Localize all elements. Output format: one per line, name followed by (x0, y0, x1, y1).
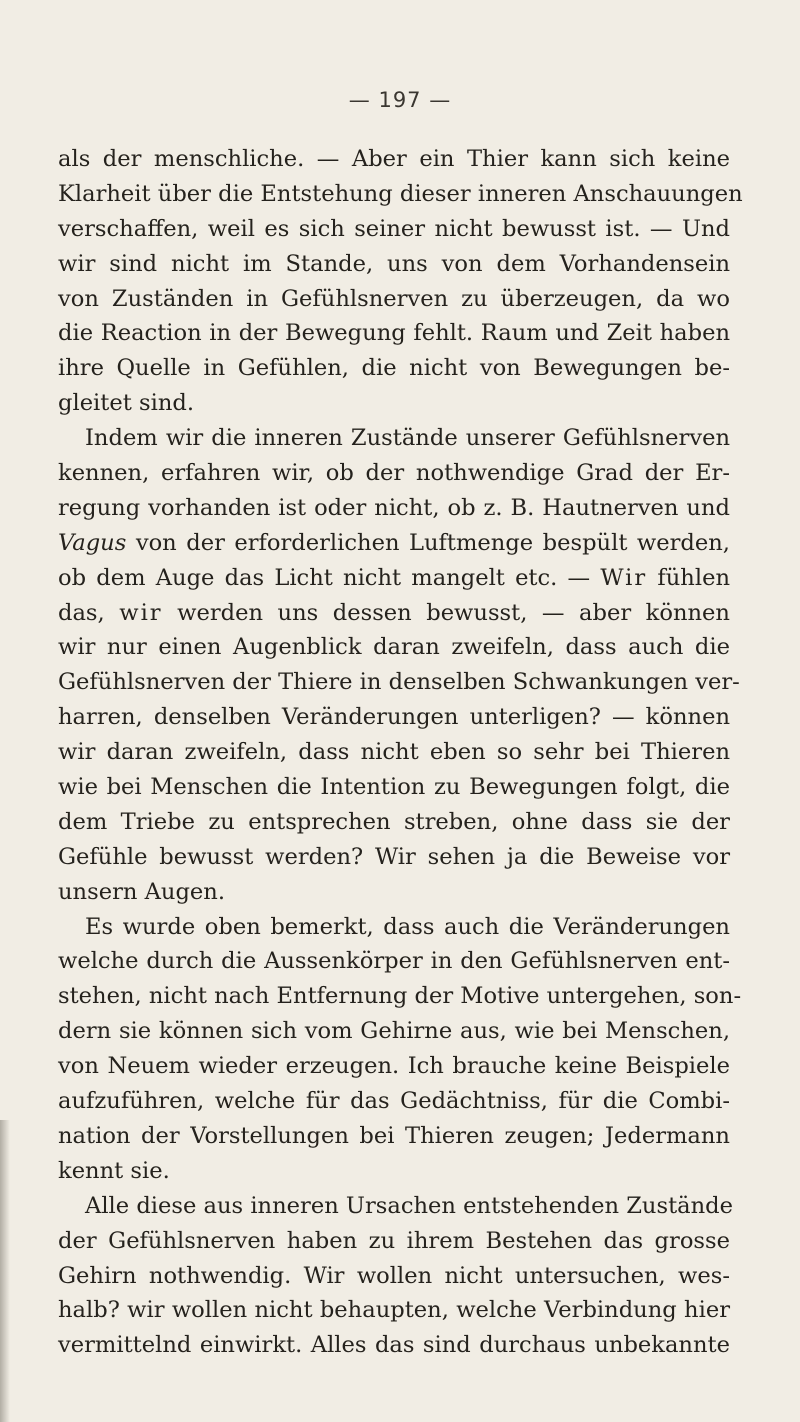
spaced-emphasis: Wir (600, 564, 648, 591)
italic-term: Vagus (58, 529, 127, 556)
text-line: Gehirn nothwendig. Wir wollen nicht untersuchen, wes- (58, 1262, 730, 1289)
text-line: welche durch die Aussenkörper in den Gefühlsnerven ent- (58, 948, 730, 975)
text-line: kennt sie. (58, 1157, 170, 1184)
text-line: wie bei Menschen die Intention zu Bewegungen folgt, die (58, 774, 730, 801)
text-line: von Zuständen in Gefühlsnerven zu überzeugen, da wo (58, 285, 730, 312)
text-line: Gefühlsnerven der Thiere in denselben Schwankungen ver- (58, 669, 740, 696)
text-line (58, 561, 730, 596)
text-line: kennen, erfahren wir, ob der nothwendige Grad der Er- (58, 460, 730, 487)
text-segment: ob dem Auge das Licht nicht mangelt etc. — (58, 564, 601, 591)
text-line: wir daran zweifeln, dass nicht eben so sehr bei Thieren (58, 739, 730, 766)
text-line: Gefühle bewusst werden? Wir sehen ja die Beweise vor (58, 843, 730, 870)
text-line: wir nur einen Augenblick daran zweifeln, dass auch die (58, 634, 730, 661)
text-line: dern sie können sich vom Gehirne aus, wie bei Menschen, (58, 1018, 730, 1045)
text-line: die Reaction in der Bewegung fehlt. Raum und Zeit haben (58, 320, 730, 347)
page-number-header: — 197 — (348, 88, 452, 112)
text-line: aufzuführen, welche für das Gedächtniss, für die Combi- (58, 1088, 730, 1115)
paragraph-start-line: Es wurde oben bemerkt, dass auch die Veränderungen (85, 913, 730, 940)
spaced-emphasis: wir (119, 599, 163, 626)
text-line: halb? wir wollen nicht behaupten, welche Verbindung hier (58, 1297, 730, 1324)
text-line: von Neuem wieder erzeugen. Ich brauche keine Beispiele (58, 1053, 730, 1080)
text-line: als der menschliche. — Aber ein Thier kann sich keine (58, 146, 730, 172)
text-line: harren, denselben Veränderungen unterligen? — können (58, 704, 730, 731)
paragraph-start-line: Indem wir die inneren Zustände unserer Gefühlsnerven (85, 425, 730, 452)
text-line: Klarheit über die Entstehung dieser inneren Anschauungen (58, 180, 743, 207)
text-segment: fühlen (647, 564, 731, 591)
text-line: vermittelnd einwirkt. Alles das sind durchaus unbekannte (58, 1332, 730, 1359)
text-line: regung vorhanden ist oder nicht, ob z. B. Hautnerven und (58, 494, 730, 521)
body-text (58, 142, 743, 1363)
text-line: wir sind nicht im Stande, uns von dem Vorhandensein (58, 250, 730, 277)
text-line (58, 596, 730, 631)
text-line: gleitet sind. (58, 390, 195, 417)
text-line: der Gefühlsnerven haben zu ihrem Bestehen das grosse (58, 1227, 730, 1254)
text-segment: werden uns dessen bewusst, — aber können (162, 599, 730, 626)
text-line: ihre Quelle in Gefühlen, die nicht von Bewegungen be- (58, 355, 730, 382)
page-edge-shadow (0, 1120, 10, 1422)
text-segment: das, (58, 599, 120, 626)
text-line: verschaffen, weil es sich seiner nicht bewusst ist. — Und (58, 215, 730, 242)
paragraph-start-line: Alle diese aus inneren Ursachen entstehenden Zustände (85, 1192, 734, 1219)
text-segment: von der erforderlichen Luftmenge bespült werden, (126, 529, 730, 556)
text-line (58, 526, 730, 561)
text-line: dem Triebe zu entsprechen streben, ohne dass sie der (58, 808, 730, 835)
text-line: stehen, nicht nach Entfernung der Motive untergehen, son- (58, 983, 742, 1010)
text-line: unsern Augen. (58, 878, 226, 905)
text-line: nation der Vorstellungen bei Thieren zeugen; Jedermann (58, 1122, 730, 1149)
